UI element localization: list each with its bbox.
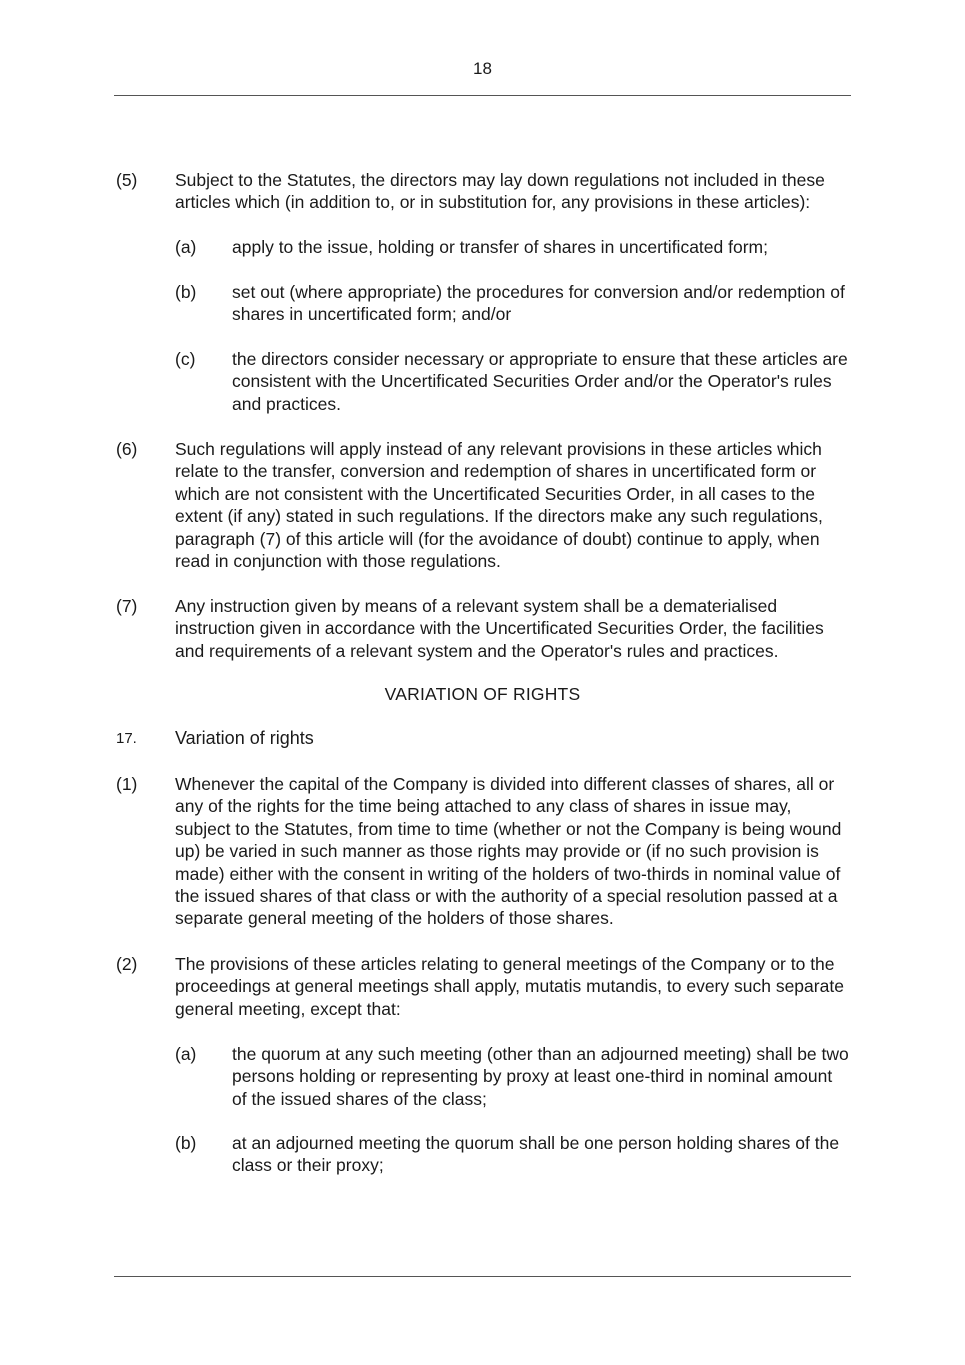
paragraph-5 [116,169,851,214]
paragraph-number: (5) [116,170,138,190]
sub-item-text: set out (where appropriate) the procedures for conversion and/or redemption of shares in uncertificated form; and/or [232,282,845,325]
sub-item-2b [175,1132,851,1177]
paragraph-text: Subject to the Statutes, the directors may lay down regulations not included in these articles which (in addition to, or in substitution for, any provisions in these articles): [175,170,825,213]
article-paragraph-2 [116,953,851,1020]
footer-divider [114,1276,851,1277]
article-paragraph-1 [116,773,851,930]
sub-item-number: (b) [175,282,197,302]
article-title: Variation of rights [175,728,314,748]
header-divider [114,95,851,96]
article-number: 17. [116,730,137,747]
paragraph-text: Whenever the capital of the Company is divided into different classes of shares, all or any of the rights for the time being attached to any class of shares in issue may, subject to the Statutes, from time to time (whether or not the Company is being wound up) be varied in such manner as those rights may provide or (if no such provision is made) either with the consent in writing of the holders of two-thirds in nominal value of the issued shares of that class or with the authority of a special resolution passed at a separate general meeting of the holders of those shares. [175,774,842,929]
sub-item-number: (a) [175,1044,197,1064]
sub-item-number: (a) [175,237,197,257]
sub-item-text: apply to the issue, holding or transfer of shares in uncertificated form; [232,237,768,257]
paragraph-7 [116,595,851,662]
paragraph-text: Any instruction given by means of a relevant system shall be a dematerialised instruction given in accordance with the Uncertificated Securities Order, the facilities and requirements of a relevant system and the Operator's rules and practices. [175,596,824,661]
sub-item-5a [175,236,851,258]
paragraph-text: The provisions of these articles relating to general meetings of the Company or to the proceedings at general meetings shall apply, mutatis mutandis, to every such separate general meeting, except that: [175,954,844,1019]
paragraph-number: (1) [116,774,138,794]
sub-item-number: (b) [175,1133,197,1153]
sub-item-text: at an adjourned meeting the quorum shall be one person holding shares of the class or their proxy; [232,1133,840,1176]
paragraph-number: (7) [116,596,138,616]
sub-item-text: the directors consider necessary or appropriate to ensure that these articles are consistent with the Uncertificated Securities Order and/or the Operator's rules and practices. [232,349,848,414]
section-heading: VARIATION OF RIGHTS [384,684,581,704]
sub-item-text: the quorum at any such meeting (other than an adjourned meeting) shall be two persons holding or representing by proxy at least one-third in nominal amount of the issued shares of the class; [232,1044,849,1109]
paragraph-number: (6) [116,439,138,459]
paragraph-text: Such regulations will apply instead of any relevant provisions in these articles which relate to the transfer, conversion and redemption of shares in uncertificated form or which are not consistent with the Uncertificated Securities Order, in all cases to the extent (if any) stated in such regulations. If the directors make any such regulations, paragraph (7) of this article will (for the avoidance of doubt) continue to apply, when read in conjunction with those regulations. [175,439,823,572]
paragraph-number: (2) [116,954,138,974]
page-number: 18 [473,59,492,78]
sub-item-number: (c) [175,349,196,369]
sub-item-5c [175,348,851,415]
sub-item-2a [175,1043,851,1110]
sub-item-5b [175,281,851,326]
paragraph-6 [116,438,851,572]
